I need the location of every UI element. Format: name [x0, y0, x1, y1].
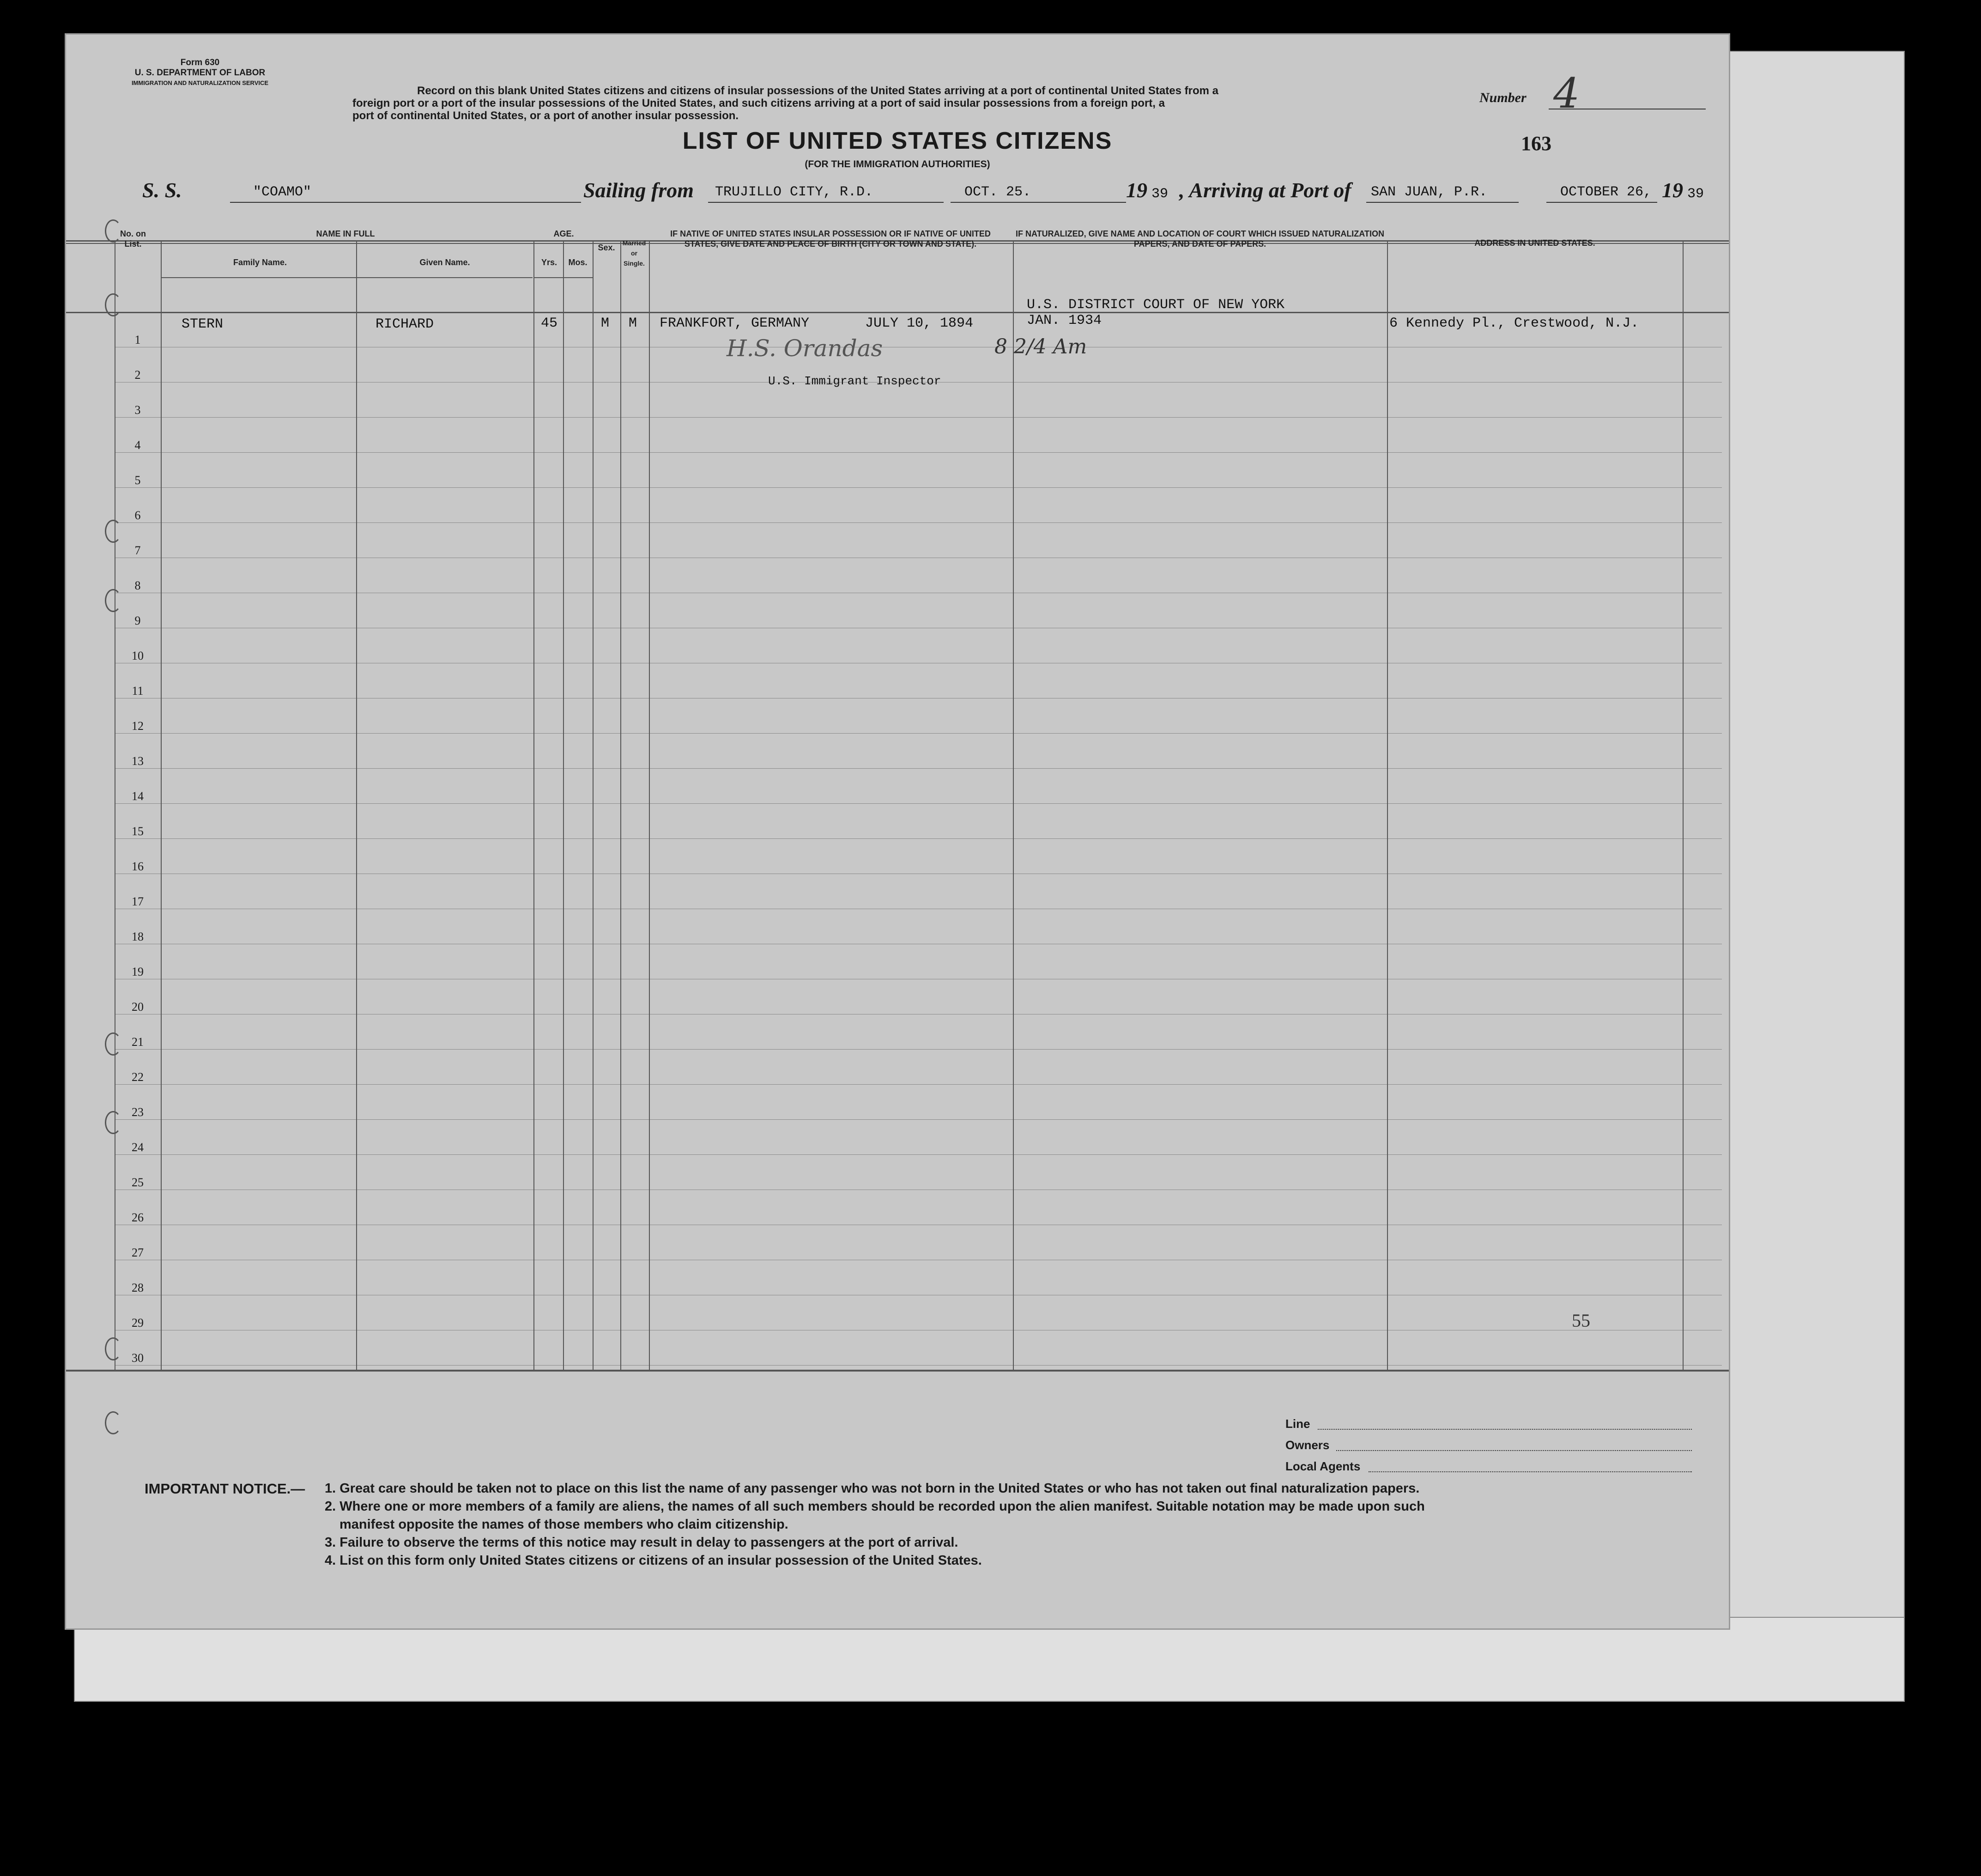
row-number: 26	[132, 1211, 144, 1224]
underlying-sheet	[1718, 51, 1905, 1697]
given-name-cell: RICHARD	[376, 316, 434, 332]
year-prefix-2: 19	[1662, 178, 1683, 202]
age-years-cell: 45	[541, 316, 558, 331]
arrival-port: SAN JUAN, P.R.	[1371, 184, 1488, 200]
col-header-address: ADDRESS IN UNITED STATES.	[1474, 238, 1595, 248]
row-number: 6	[134, 509, 141, 522]
row-number: 11	[132, 684, 144, 698]
col-header-age: AGE.	[553, 229, 574, 238]
notice-item-3: 3. Failure to observe the terms of this notice may result in delay to passengers at the port of arrival.	[325, 1535, 958, 1550]
binder-hole	[105, 1411, 121, 1434]
notice-item-1: 1. Great care should be taken not to place on this list the name of any passenger who was not born in the United States or who has not taken out final naturalization papers.	[325, 1481, 1420, 1496]
row-number: 29	[132, 1316, 144, 1330]
ship-name: "COAMO"	[253, 184, 312, 200]
binder-hole	[105, 520, 121, 543]
preamble-line-1: Record on this blank United States citizens and citizens of insular possessions of the United States arriving at a port of continental United States from a	[417, 85, 1218, 97]
row-number: 22	[132, 1070, 144, 1084]
department-name: U. S. DEPARTMENT OF LABOR	[134, 68, 266, 78]
marital-cell: M	[629, 316, 637, 331]
court-cell: U.S. DISTRICT COURT OF NEW YORK	[1027, 297, 1285, 313]
page-title: LIST OF UNITED STATES CITIZENS	[682, 127, 1113, 154]
preamble-line-2: foreign port or a port of the insular possessions of the United States, and such citizens arriving at a port of said insular possessions from a foreign port, a	[352, 97, 1165, 109]
form-number: Form 630	[180, 58, 220, 67]
address-cell: 6 Kennedy Pl., Crestwood, N.J.	[1389, 316, 1639, 331]
row-number: 28	[132, 1281, 144, 1294]
row-number: 16	[132, 860, 144, 873]
row-number: 30	[132, 1351, 144, 1365]
row-number: 8	[134, 579, 141, 592]
row-number: 18	[132, 930, 144, 943]
row-number: 20	[132, 1000, 144, 1014]
row-number: 23	[132, 1105, 144, 1119]
notice-heading: IMPORTANT NOTICE.—	[145, 1481, 305, 1497]
year-prefix-1: 19	[1126, 178, 1147, 202]
row-number: 1	[134, 333, 141, 346]
col-header-native: IF NATIVE OF UNITED STATES INSULAR POSSESSION OR IF NATIVE OF UNITED STATES, GIVE DATE AND PLACE OF BIRTH (CITY OR TOWN AND STATE).	[670, 229, 991, 249]
birthdate-cell: JULY 10, 1894	[865, 316, 974, 331]
notice-item-2: 2. Where one or more members of a family are aliens, the names of all such members should be recorded upon the alien manifest. Suitable notation may be made upon such	[325, 1499, 1425, 1514]
row-number: 14	[132, 789, 144, 803]
row-number: 2	[134, 368, 141, 382]
binder-hole	[105, 1111, 121, 1134]
binder-hole	[105, 589, 121, 612]
court-date-cell: JAN. 1934	[1027, 313, 1102, 328]
arrival-year: 39	[1687, 186, 1704, 202]
number-label: Number	[1479, 90, 1527, 105]
binder-hole	[105, 219, 121, 243]
sex-cell: M	[601, 316, 610, 331]
table-row	[66, 297, 1729, 340]
service-name: IMMIGRATION AND NATURALIZATION SERVICE	[131, 79, 269, 86]
page-subtitle: (FOR THE IMMIGRATION AUTHORITIES)	[805, 159, 990, 170]
inspector-initials: 8 2/4 Am	[994, 335, 1087, 358]
binder-hole	[105, 293, 121, 316]
row-number: 19	[132, 965, 144, 978]
owners-label: Owners	[1285, 1438, 1330, 1452]
birthplace-cell: FRANKFORT, GERMANY	[660, 316, 810, 331]
depart-date: OCT. 25.	[964, 184, 1031, 200]
manifest-table	[66, 35, 1729, 1628]
row-number: 13	[132, 754, 144, 768]
citizen-list-form	[65, 33, 1730, 1630]
col-header-naturalized: IF NATURALIZED, GIVE NAME AND LOCATION OF COURT WHICH ISSUED NATURALIZATION PAPERS, AND DATE OF PAPERS.	[1016, 229, 1384, 249]
arrival-date: OCTOBER 26,	[1560, 184, 1652, 200]
inspector-title: U.S. Immigrant Inspector	[768, 374, 941, 388]
notice-item-4: 4. List on this form only United States citizens or citizens of an insular possession of the United States.	[325, 1553, 982, 1568]
stamp-number: 163	[1521, 132, 1551, 155]
row-number: 3	[134, 403, 141, 417]
row-number: 25	[132, 1176, 144, 1189]
page-count-mark: 55	[1572, 1310, 1590, 1331]
row-number: 4	[134, 438, 141, 452]
row-number: 17	[132, 895, 144, 908]
row-number: 7	[134, 544, 141, 557]
number-value: 4	[1553, 69, 1580, 118]
notice-item-2-cont: manifest opposite the names of those members who claim citizenship.	[339, 1517, 788, 1532]
col-header-sex: Sex.	[598, 243, 615, 252]
row-number: 27	[132, 1246, 144, 1259]
col-header-family: Family Name.	[233, 258, 287, 267]
col-header-mos: Mos.	[568, 258, 588, 267]
ss-label: S. S.	[142, 178, 182, 202]
row-number: 21	[132, 1035, 144, 1049]
row-number: 24	[132, 1141, 144, 1154]
row-number: 15	[132, 825, 144, 838]
row-number: 9	[134, 614, 141, 627]
from-port: TRUJILLO CITY, R.D.	[715, 184, 873, 200]
binder-hole	[105, 1032, 121, 1056]
family-name-cell: STERN	[182, 316, 224, 332]
inspector-signature: H.S. Orandas	[727, 335, 883, 362]
preamble-line-3: port of continental United States, or a port of another insular possession.	[352, 109, 739, 122]
row-number: 12	[132, 719, 144, 733]
sailing-label: Sailing from	[583, 178, 694, 202]
col-header-name: NAME IN FULL	[316, 229, 375, 238]
binder-hole	[105, 1337, 121, 1360]
arriving-label: , Arriving at Port of	[1179, 178, 1351, 202]
row-number: 10	[132, 649, 144, 662]
local-agents-label: Local Agents	[1285, 1459, 1361, 1473]
col-header-marital: Married or Single.	[622, 239, 646, 267]
col-header-given: Given Name.	[419, 258, 470, 267]
line-label: Line	[1285, 1417, 1310, 1431]
agents-block	[1285, 1415, 1692, 1479]
col-header-yrs: Yrs.	[541, 258, 557, 267]
depart-year: 39	[1151, 186, 1169, 202]
col-header-no: No. on List.	[120, 229, 146, 249]
row-number: 5	[134, 474, 141, 487]
